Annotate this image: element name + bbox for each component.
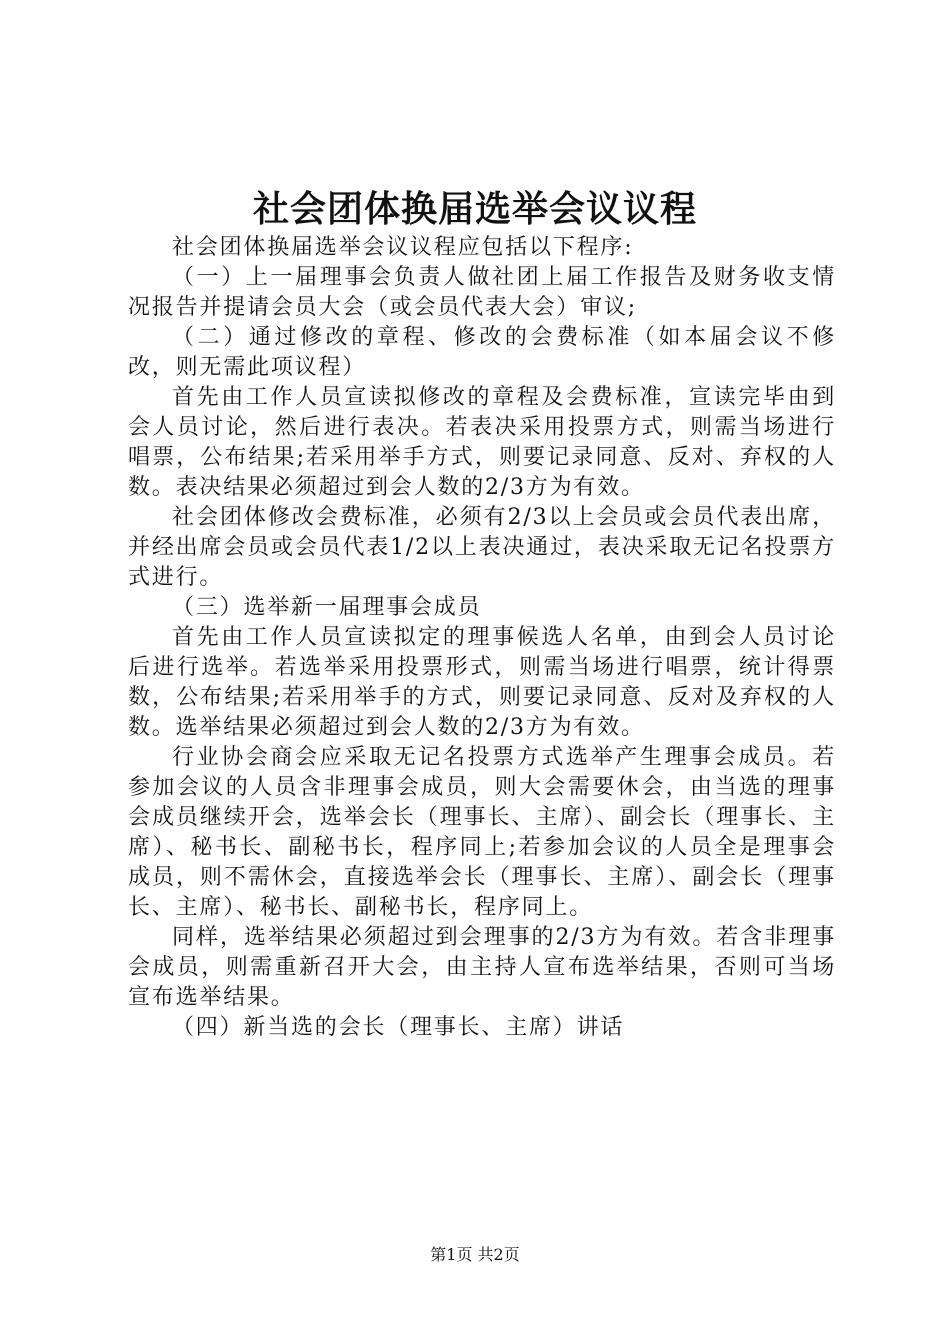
paragraph-item-1: （一）上一届理事会负责人做社团上届工作报告及财务收支情况报告并提请会员大会（或会员代表大会）审议; [128, 265, 836, 320]
paragraph-item-3-council: 行业协会商会应采取无记名投票方式选举产生理事会成员。若参加会议的人员含非理事会成员，则大会需要休会，由当选的理事会成员继续开会，选举会长（理事长、主席）、副会长（理事长、主席）、秘书长、副秘书长，程序同上;若参加会议的人员全是理事会成员，则不需休会，直接选举会长（理事长、主席）、副会长（理事长、主席）、秘书长、副秘书长，程序同上。 [128, 745, 836, 920]
paragraph-item-4: （四）新当选的会长（理事长、主席）讲话 [172, 1015, 625, 1040]
document-body [128, 233, 836, 1043]
document-title: 社会团体换届选举会议议程 [252, 188, 697, 230]
paragraph-item-3-procedure: 首先由工作人员宣读拟定的理事候选人名单，由到会人员讨论后进行选举。若选举采用投票形式，则需当场进行唱票，统计得票数，公布结果;若采用举手的方式，则要记录同意、反对及弃权的人数。选举结果必须超过到会人数的2/3方为有效。 [128, 625, 836, 740]
paragraph-item-2-fee-rule: 社会团体修改会费标准，必须有2/3以上会员或会员代表出席，并经出席会员或会员代表1/2以上表决通过，表决采取无记名投票方式进行。 [128, 505, 836, 590]
paragraph-item-3: （三）选举新一届理事会成员 [172, 595, 482, 620]
paragraph-item-2-procedure: 首先由工作人员宣读拟修改的章程及会费标准，宣读完毕由到会人员讨论，然后进行表决。若表决采用投票方式，则需当场进行唱票，公布结果;若采用举手方式，则要记录同意、反对、弃权的人数。表决结果必须超过到会人数的2/3方为有效。 [128, 385, 836, 500]
paragraph-item-3-result: 同样，选举结果必须超过到会理事的2/3方为有效。若含非理事会成员，则需重新召开大会，由主持人宣布选举结果，否则可当场宣布选举结果。 [128, 925, 836, 1010]
page-footer: 第1页 共2页 [430, 1245, 520, 1264]
paragraph-item-2: （二）通过修改的章程、修改的会费标准（如本届会议不修改，则无需此项议程） [128, 325, 836, 380]
paragraph-intro: 社会团体换届选举会议议程应包括以下程序: [172, 235, 634, 260]
